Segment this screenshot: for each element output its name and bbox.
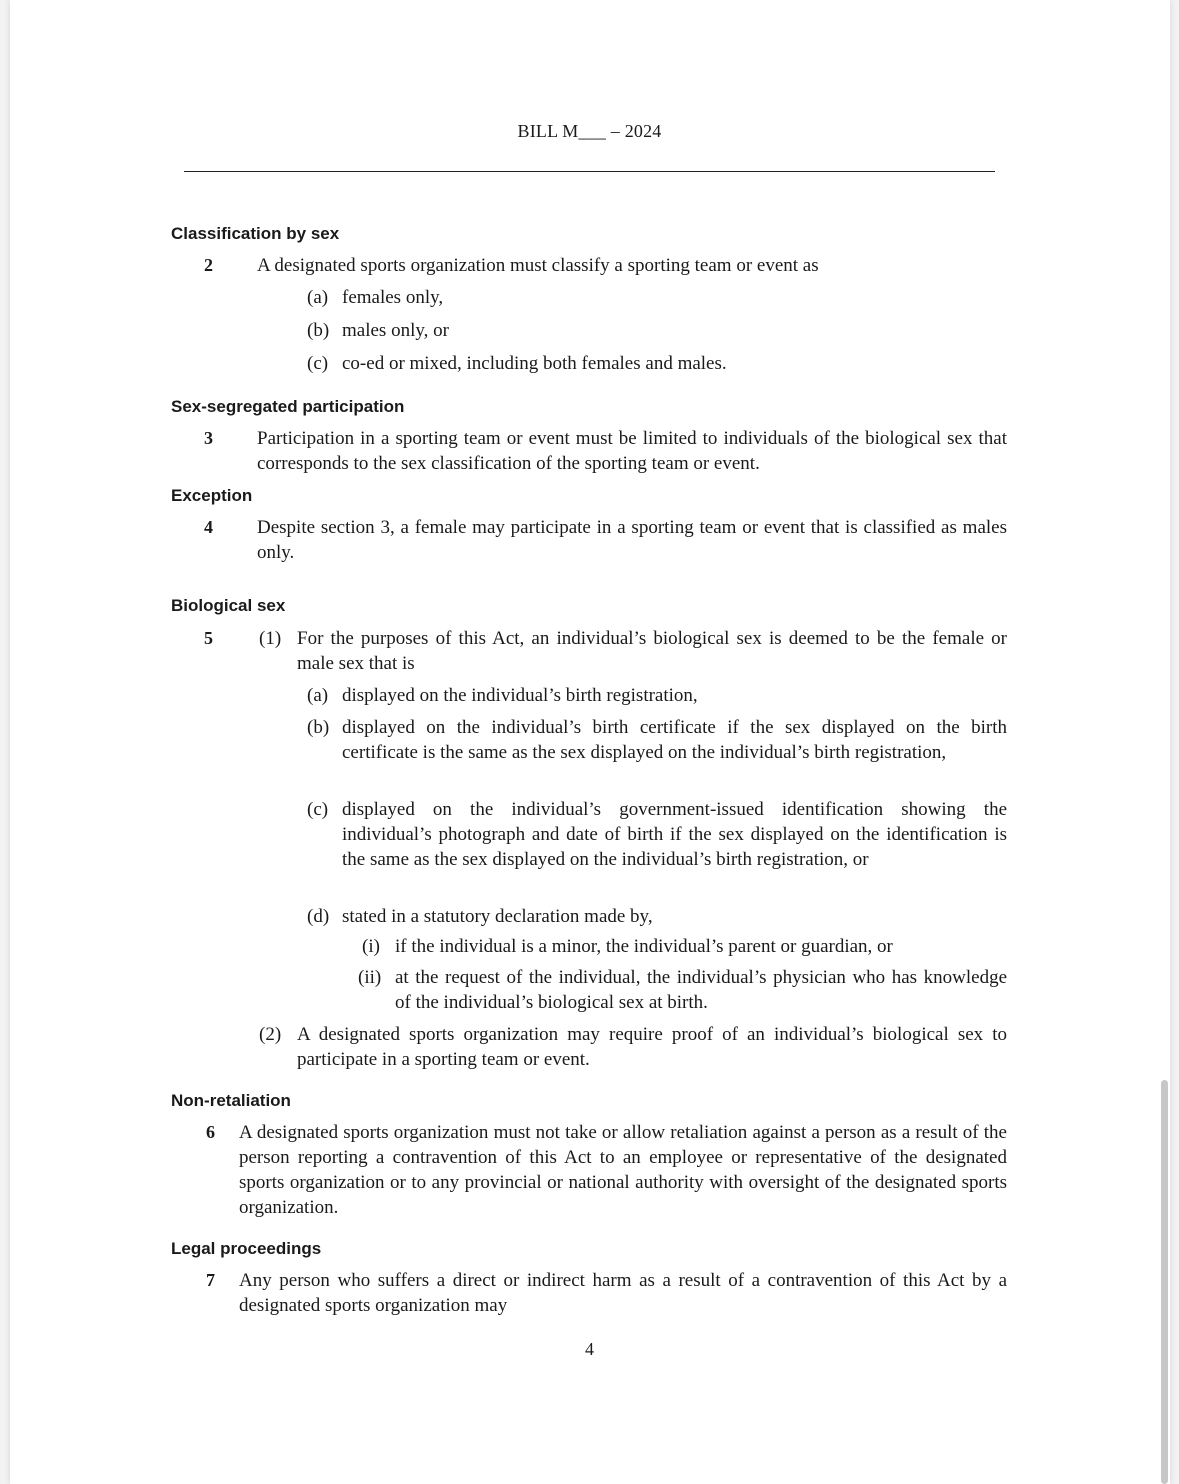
section-5-item-a-label: (a) — [307, 685, 329, 706]
page-number: 4 — [585, 1339, 594, 1359]
section-5-subitem-ii-text: at the request of the individual, the individual’s physician who has knowledge of the individual’s biological sex at birth. — [395, 967, 1007, 1013]
section-6-text: A designated sports organization must not take or allow retaliation against a person as a result of the person reporting a contravention of this Act to an employee or representative of the designated sports organization or to any provincial or national authority with oversight of the designated sports organization. — [239, 1122, 1007, 1218]
section-6-heading: Non-retaliation — [171, 1091, 291, 1110]
section-4-heading: Exception — [171, 486, 253, 505]
section-5-item-b-label: (b) — [307, 717, 330, 738]
section-2-item-a-label: (a) — [307, 287, 329, 308]
section-2-text: A designated sports organization must classify a sporting team or event as — [257, 255, 819, 276]
section-5-subitem-ii-label: (ii) — [358, 967, 382, 988]
section-3-text: Participation in a sporting team or event must be limited to individuals of the biological sex that corresponds to the sex classification of the sporting team or event. — [257, 428, 1007, 474]
section-5-item-b-text: displayed on the individual’s birth certificate if the sex displayed on the birth certificate is the same as the sex displayed on the individual’s birth registration, — [342, 717, 1007, 763]
section-2-item-c-text: co-ed or mixed, including both females and males. — [342, 353, 727, 374]
section-7-number: 7 — [206, 1270, 215, 1290]
section-4-number: 4 — [204, 517, 213, 537]
section-2-number: 2 — [204, 255, 213, 275]
section-2-item-c-label: (c) — [307, 353, 329, 374]
section-6-number: 6 — [206, 1122, 215, 1142]
section-3-heading: Sex-segregated participation — [171, 397, 405, 416]
section-5-item-c-label: (c) — [307, 799, 329, 820]
vertical-scrollbar[interactable] — [1161, 1080, 1168, 1484]
section-5-item-c-text: displayed on the individual’s government-issued identification showing the individual’s photograph and date of birth if the sex displayed on the identification is the same as the sex displayed on the individual’s birth registration, or — [342, 799, 1007, 870]
section-5-item-d-label: (d) — [307, 906, 330, 927]
section-5-item-d-text: stated in a statutory declaration made by, — [342, 906, 653, 927]
section-2-heading: Classification by sex — [171, 224, 340, 243]
section-5-item-a-text: displayed on the individual’s birth registration, — [342, 685, 698, 706]
section-2-item-a-text: females only, — [342, 287, 444, 308]
section-5-sub2-text: A designated sports organization may require proof of an individual’s biological sex to participate in a sporting team or event. — [297, 1024, 1007, 1070]
section-5-heading: Biological sex — [171, 596, 286, 615]
section-5-number: 5 — [204, 628, 213, 648]
section-5-subitem-i-label: (i) — [362, 936, 380, 957]
section-5-subitem-i-text: if the individual is a minor, the individual’s parent or guardian, or — [395, 936, 893, 957]
section-7-heading: Legal proceedings — [171, 1239, 322, 1258]
section-2-item-b-label: (b) — [307, 320, 330, 341]
section-7-text: Any person who suffers a direct or indirect harm as a result of a contravention of this Act by a designated sports organization may — [239, 1270, 1007, 1316]
section-5-sub1-text: For the purposes of this Act, an individual’s biological sex is deemed to be the female or male sex that is — [297, 628, 1007, 674]
section-5-sub2-label: (2) — [259, 1024, 282, 1045]
header-rule — [184, 171, 995, 172]
section-5-sub1-label: (1) — [259, 628, 282, 649]
section-4-text: Despite section 3, a female may participate in a sporting team or event that is classified as males only. — [257, 517, 1007, 563]
section-3-number: 3 — [204, 428, 213, 448]
section-2-item-b-text: males only, or — [342, 320, 449, 341]
bill-header: BILL M___ – 2024 — [517, 121, 662, 141]
